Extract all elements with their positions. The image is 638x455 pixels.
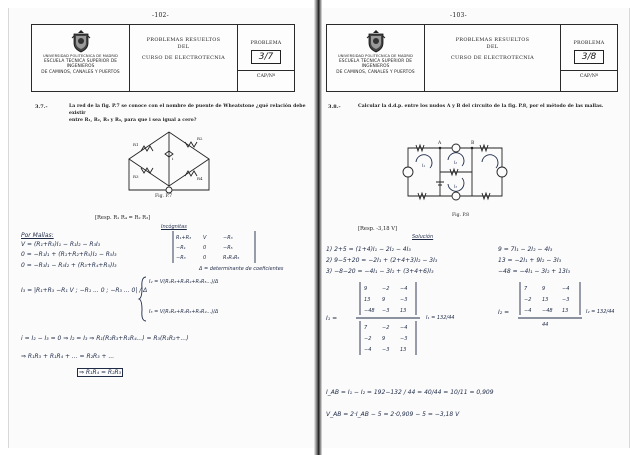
svg-text:−4: −4 bbox=[562, 286, 570, 292]
svg-text:−4: −4 bbox=[400, 286, 408, 292]
svg-text:i: i bbox=[172, 156, 174, 161]
solution-line: Por Mallas: bbox=[21, 232, 54, 239]
statement-line: Calcular la d.d.p. entre los nudos A y B del circuito de la fig. P.8, por el método de las mallas. bbox=[358, 104, 604, 109]
solution-line: V = (R₁+R₃)I₁ − R₁I₂ − R₃I₃ bbox=[21, 241, 101, 248]
university-block bbox=[327, 25, 425, 91]
solution-line: 0 = −R₃I₁ − R₅I₂ + (R₃+R₄+R₅)I₃ bbox=[21, 262, 117, 269]
svg-text:−4: −4 bbox=[524, 308, 532, 314]
solution-line: −48 = −4I₁ − 3I₂ + 13I₃ bbox=[498, 268, 571, 275]
problem-label: PROBLEMA bbox=[573, 41, 605, 46]
svg-text:13: 13 bbox=[542, 297, 549, 303]
university-name: UNIVERSIDAD POLITECNICA DE MADRID bbox=[337, 54, 414, 58]
page-number: -103- bbox=[450, 12, 468, 19]
svg-text:I₁: I₁ bbox=[422, 163, 425, 168]
svg-text:−4: −4 bbox=[364, 347, 372, 353]
svg-text:I₂: I₂ bbox=[454, 160, 457, 165]
problem-number-label: 3.7.- bbox=[35, 104, 48, 110]
solution-line: 0 = −R₁I₁ + (R₁+R₂+R₅)I₂ − R₅I₃ bbox=[21, 251, 117, 258]
university-crest-icon bbox=[366, 29, 386, 53]
right-page bbox=[322, 8, 630, 448]
svg-text:13: 13 bbox=[562, 308, 569, 314]
svg-text:−48: −48 bbox=[364, 308, 375, 314]
svg-text:R2: R2 bbox=[197, 136, 203, 141]
statement-line: La red de la fig. P.7 se conoce con el nombre de puente de Wheatstone ¿qué relación debe existir bbox=[69, 104, 306, 116]
statement-line: entre R₁, R₂, R₃ y R₄, para que i sea igual a cero? bbox=[69, 118, 197, 123]
university-name: UNIVERSIDAD POLITECNICA DE MADRID bbox=[42, 54, 119, 58]
brace-icon bbox=[139, 276, 147, 322]
left-page bbox=[8, 8, 314, 448]
svg-text:−4: −4 bbox=[400, 325, 408, 331]
solution-line: 13 = −2I₁ + 9I₂ − 3I₃ bbox=[498, 257, 562, 264]
solution-line: I₃ = |R₁+R₃ −R₁ V ; −R₁ ... 0 ; −R₃ ... 0| / Δ bbox=[21, 287, 148, 294]
svg-text:V: V bbox=[203, 235, 207, 241]
title-line-1: PROBLEMAS RESUELTOS bbox=[146, 37, 221, 43]
problem-statement bbox=[358, 103, 622, 110]
page-number: -102- bbox=[152, 12, 170, 19]
solution-line: I₁ = bbox=[326, 315, 338, 322]
svg-text:B: B bbox=[471, 141, 475, 146]
solution-line: 1) 2+5 = (1+4)I₁ − 2I₂ − 4I₃ bbox=[326, 246, 411, 253]
final-result-box: ⇒ R₁R₄ = R₂R₃ bbox=[79, 369, 122, 376]
solution-line: V_AB = 2·I_AB − 5 = 2·0,909 − 5 = −3,18 V bbox=[326, 411, 460, 418]
title-line-2: DEL bbox=[486, 44, 499, 50]
svg-text:13: 13 bbox=[364, 297, 371, 303]
svg-text:9: 9 bbox=[382, 297, 386, 303]
svg-text:R1: R1 bbox=[133, 142, 139, 147]
solution-line: I₂ = bbox=[498, 309, 510, 316]
svg-text:−3: −3 bbox=[400, 336, 408, 342]
determinant-matrix bbox=[171, 230, 257, 264]
svg-text:−3: −3 bbox=[400, 297, 408, 303]
svg-text:−R₃: −R₃ bbox=[223, 235, 233, 241]
chapter-label: CAP/Nº bbox=[238, 70, 294, 79]
problem-statement bbox=[69, 103, 309, 124]
problem-number-label: 3.8.- bbox=[328, 104, 341, 110]
problem-number: 3/7 bbox=[251, 50, 281, 64]
svg-text:13: 13 bbox=[400, 347, 407, 353]
svg-text:−R₅: −R₅ bbox=[223, 245, 233, 251]
svg-text:−2: −2 bbox=[382, 325, 390, 331]
svg-text:−R₁: −R₁ bbox=[176, 245, 186, 251]
problem-label: PROBLEMA bbox=[250, 41, 282, 46]
solution-line: Incógnitas bbox=[161, 224, 187, 230]
figure-caption: Fig. P.8 bbox=[452, 213, 470, 218]
solution-line: I_AB = I₁ − I₂ = 192−132 / 44 = 40/44 = 10/11 = 0,909 bbox=[326, 389, 494, 396]
solution-line: I₃ = V(R₁R₂+R₁R₅+R₃R₂...)/Δ bbox=[149, 309, 219, 315]
university-block bbox=[32, 25, 130, 91]
university-crest-icon bbox=[71, 29, 91, 53]
svg-text:−2: −2 bbox=[382, 286, 390, 292]
solution-line: i = I₂ − I₃ = 0 ⇒ I₂ = I₃ ⇒ R₁(R₂R₃+R₁R₄...) = R₃(R₁R₂+...) bbox=[21, 335, 189, 342]
solution-line: I₂ = V(R₁R₃+R₁R₄+R₃R₅...)/Δ bbox=[149, 279, 219, 285]
problem-number: 3/8 bbox=[574, 50, 604, 64]
svg-text:−R₃: −R₃ bbox=[176, 255, 186, 261]
school-name-2: DE CAMINOS, CANALES Y PUERTOS bbox=[41, 69, 120, 75]
solution-line: 9 = 7I₁ − 2I₂ − 4I₃ bbox=[498, 246, 553, 253]
svg-text:0: 0 bbox=[203, 255, 207, 261]
answer: [Resp. -3,18 V] bbox=[358, 226, 398, 232]
determinant-i2 bbox=[518, 281, 608, 327]
book-binding bbox=[314, 0, 322, 455]
answer: [Resp. R₁ R₄ = R₂ R₃] bbox=[95, 215, 151, 221]
solution-line: I₁ = 132/44 bbox=[426, 315, 455, 321]
svg-text:R₃R₄R₅: R₃R₄R₅ bbox=[223, 255, 240, 261]
svg-text:44: 44 bbox=[542, 322, 549, 328]
wheatstone-bridge-figure bbox=[119, 126, 219, 192]
solution-line: 3) −8−20 = −4I₁ − 3I₂ + (3+4+6)I₃ bbox=[326, 268, 434, 275]
svg-text:−3: −3 bbox=[382, 347, 390, 353]
svg-text:R₁+R₃: R₁+R₃ bbox=[176, 235, 192, 241]
svg-text:13: 13 bbox=[400, 308, 407, 314]
svg-text:−2: −2 bbox=[524, 297, 532, 303]
svg-text:−2: −2 bbox=[364, 336, 372, 342]
school-name: ESCUELA TECNICA SUPERIOR DE INGENIEROS bbox=[43, 59, 118, 70]
problem-box bbox=[561, 25, 617, 91]
solution-line: Solución bbox=[412, 234, 434, 240]
header-title bbox=[130, 25, 238, 91]
svg-text:−3: −3 bbox=[382, 308, 390, 314]
solution-line: ⇒ R₁R₃ + R₁R₄ + ... = R₂R₃ + ... bbox=[21, 353, 115, 360]
svg-text:7: 7 bbox=[364, 325, 368, 331]
solution-line: Δ = determinante de coeficientes bbox=[199, 266, 284, 272]
svg-text:9: 9 bbox=[364, 286, 368, 292]
chapter-label: CAP/Nº bbox=[561, 70, 617, 79]
page-header bbox=[326, 24, 618, 92]
svg-text:I₃: I₃ bbox=[454, 184, 457, 189]
page-header bbox=[31, 24, 295, 92]
svg-text:7: 7 bbox=[524, 286, 528, 292]
school-name: ESCUELA TECNICA SUPERIOR DE INGENIEROS bbox=[338, 59, 413, 70]
svg-text:9: 9 bbox=[382, 336, 386, 342]
title-line-3: CURSO DE ELECTROTECNIA bbox=[450, 55, 535, 61]
school-name-2: DE CAMINOS, CANALES Y PUERTOS bbox=[336, 69, 415, 75]
title-line-3: CURSO DE ELECTROTECNIA bbox=[141, 55, 226, 61]
title-line-2: DEL bbox=[177, 44, 190, 50]
svg-text:R4: R4 bbox=[197, 176, 203, 181]
svg-text:0: 0 bbox=[203, 245, 207, 251]
svg-text:−3: −3 bbox=[562, 297, 570, 303]
solution-line: 2) 9−5+20 = −2I₁ + (2+4+3)I₂ − 3I₃ bbox=[326, 257, 438, 264]
circuit-figure bbox=[400, 136, 510, 204]
problem-box bbox=[238, 25, 294, 91]
title-line-1: PROBLEMAS RESUELTOS bbox=[455, 37, 530, 43]
svg-text:−48: −48 bbox=[542, 308, 553, 314]
solution-line: I₂ = 132/44 bbox=[586, 309, 615, 315]
header-title bbox=[425, 25, 561, 91]
svg-text:A: A bbox=[438, 141, 442, 146]
svg-text:R3: R3 bbox=[133, 174, 139, 179]
solution-line bbox=[77, 368, 123, 377]
figure-caption: Fig. P.7 bbox=[155, 194, 173, 199]
svg-text:9: 9 bbox=[542, 286, 546, 292]
